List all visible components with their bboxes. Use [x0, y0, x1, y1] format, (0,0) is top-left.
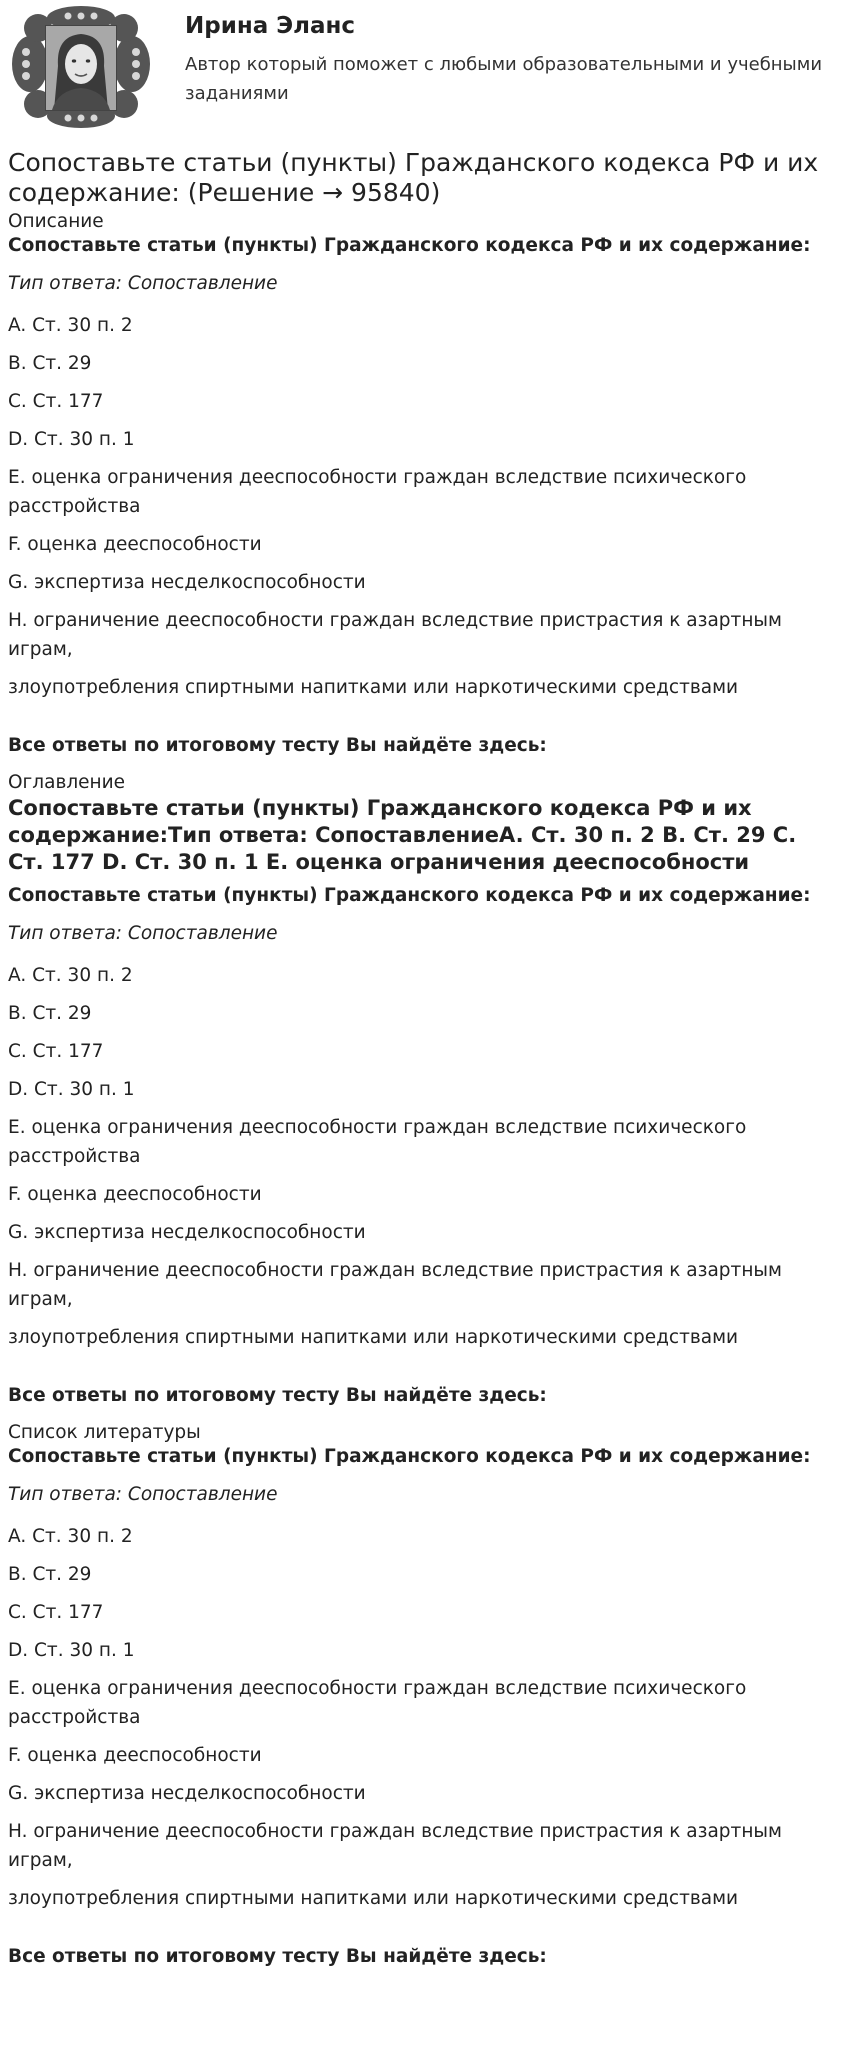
author-description: Автор который поможет с любыми образовательными и учебными заданиями	[185, 54, 823, 104]
list-item: B. Ст. 29	[8, 1003, 92, 1024]
list-item: G. экспертиза несделкоспособности	[8, 1783, 366, 1804]
list-item: G. экспертиза несделкоспособности	[8, 572, 366, 593]
description-label: Описание	[8, 211, 104, 232]
all-answers-link[interactable]: Все ответы по итоговому тесту Вы найдёте здесь:	[8, 1946, 547, 1967]
list-item: A. Ст. 30 п. 2	[8, 965, 133, 986]
list-item: злоупотребления спиртными напитками или наркотическими средствами	[8, 1327, 739, 1348]
list-item: F. оценка дееспособности	[8, 534, 262, 555]
description-block	[8, 234, 838, 758]
list-item: B. Ст. 29	[8, 1564, 92, 1585]
list-item: злоупотребления спиртными напитками или наркотическими средствами	[8, 677, 739, 698]
list-item: G. экспертиза несделкоспособности	[8, 1222, 366, 1243]
list-item: D. Ст. 30 п. 1	[8, 429, 135, 450]
list-item: H. ограничение дееспособности граждан вследствие пристрастия к азартным играм,	[8, 610, 782, 660]
question-title: Сопоставьте статьи (пункты) Гражданского кодекса РФ и их содержание:	[8, 885, 811, 906]
question-title: Сопоставьте статьи (пункты) Гражданского кодекса РФ и их содержание:	[8, 235, 811, 256]
list-item: A. Ст. 30 п. 2	[8, 315, 133, 336]
list-item: H. ограничение дееспособности граждан вследствие пристрастия к азартным играм,	[8, 1821, 782, 1871]
answer-type: Тип ответа: Сопоставление	[8, 273, 278, 294]
literature-block	[8, 1445, 838, 1969]
answer-type: Тип ответа: Сопоставление	[8, 1484, 278, 1505]
list-item: B. Ст. 29	[8, 353, 92, 374]
toc-label: Оглавление	[8, 772, 126, 793]
list-item: F. оценка дееспособности	[8, 1745, 262, 1766]
list-item: C. Ст. 177	[8, 391, 104, 412]
list-item: F. оценка дееспособности	[8, 1184, 262, 1205]
list-item: A. Ст. 30 п. 2	[8, 1526, 133, 1547]
list-item: D. Ст. 30 п. 1	[8, 1640, 135, 1661]
list-item: злоупотребления спиртными напитками или наркотическими средствами	[8, 1888, 739, 1909]
author-avatar[interactable]	[8, 6, 154, 130]
list-item: E. оценка ограничения дееспособности граждан вследствие психического расстройства	[8, 1678, 747, 1728]
page-title: Сопоставьте статьи (пункты) Гражданского кодекса РФ и их содержание: (Решение → 95840)	[8, 148, 819, 207]
author-card	[0, 0, 847, 130]
toc-heading[interactable]: Сопоставьте статьи (пункты) Гражданского кодекса РФ и их содержание:Тип ответа: СопоставлениеA. Ст. 30 п. 2 B. Ст. 29 C. Ст. 177 D. Ст. 30 п. 1 E. оценка ограничения дееспособности	[8, 796, 797, 874]
list-item: E. оценка ограничения дееспособности граждан вследствие психического расстройства	[8, 467, 747, 517]
all-answers-link[interactable]: Все ответы по итоговому тесту Вы найдёте здесь:	[8, 735, 547, 756]
answer-type: Тип ответа: Сопоставление	[8, 923, 278, 944]
list-item: C. Ст. 177	[8, 1041, 104, 1062]
list-item: E. оценка ограничения дееспособности граждан вследствие психического расстройства	[8, 1117, 747, 1167]
question-title: Сопоставьте статьи (пункты) Гражданского кодекса РФ и их содержание:	[8, 1446, 811, 1467]
toc-block	[8, 884, 838, 1408]
main-content	[8, 148, 838, 1982]
list-item: H. ограничение дееспособности граждан вследствие пристрастия к азартным играм,	[8, 1260, 782, 1310]
list-item: D. Ст. 30 п. 1	[8, 1079, 135, 1100]
author-name[interactable]: Ирина Эланс	[185, 13, 356, 39]
literature-label: Список литературы	[8, 1422, 201, 1443]
all-answers-link[interactable]: Все ответы по итоговому тесту Вы найдёте здесь:	[8, 1385, 547, 1406]
list-item: C. Ст. 177	[8, 1602, 104, 1623]
